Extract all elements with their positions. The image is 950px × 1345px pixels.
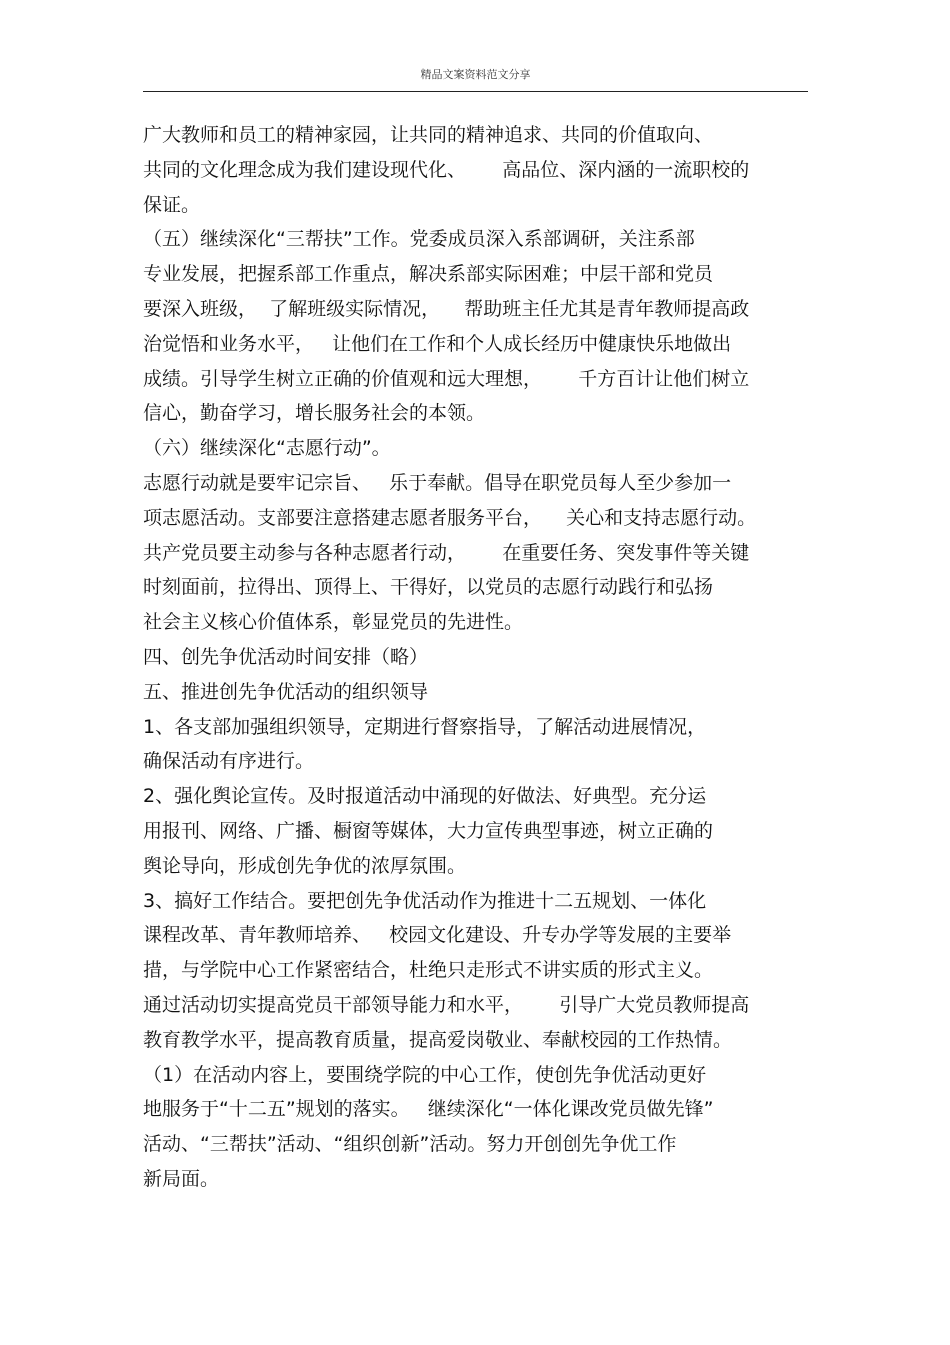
text-line: 要深入班级， 了解班级实际情况， 帮助班主任尤其是青年教师提高政 [143, 297, 750, 320]
text-line: 用报刊、网络、广播、橱窗等媒体，大力宣传典型事迹，树立正确的 [143, 819, 714, 842]
text-line: 确保活动有序进行。 [143, 750, 315, 773]
sub-item-1: （1）在活动内容上，要围绕学院的中心工作，使创先争优活动更好 [143, 1063, 707, 1086]
text-line: 课程改革、青年教师培养、 校园文化建设、升专办学等发展的主要举 [143, 924, 732, 947]
text-line: 志愿行动就是要牢记宗旨、 乐于奉献。倡导在职党员每人至少参加一 [143, 471, 732, 494]
section-heading-four: 四、创先争优活动时间安排（略） [143, 645, 429, 668]
text-line: 专业发展，把握系部工作重点，解决系部实际困难；中层干部和党员 [143, 263, 714, 286]
text-line: 舆论导向，形成创先争优的浓厚氛围。 [143, 854, 467, 877]
text-line: 社会主义核心价值体系，彰显党员的先进性。 [143, 611, 524, 634]
text-line: 治觉悟和业务水平， 让他们在工作和个人成长经历中健康快乐地做出 [143, 332, 732, 355]
text-line: 新局面。 [143, 1167, 220, 1190]
text-line: 保证。 [143, 193, 201, 216]
section-heading-five: 五、推进创先争优活动的组织领导 [143, 680, 429, 703]
text-line: 项志愿活动。支部要注意搭建志愿者服务平台， 关心和支持志愿行动。 [143, 506, 757, 529]
header-divider [143, 91, 808, 92]
text-line: 信心，勤奋学习，增长服务社会的本领。 [143, 402, 486, 425]
text-line: 成绩。引导学生树立正确的价值观和远大理想， 千方百计让他们树立 [143, 367, 750, 390]
text-line: 共产党员要主动参与各种志愿者行动， 在重要任务、突发事件等关键 [143, 541, 750, 564]
numbered-item-3: 3、搞好工作结合。要把创先争优活动作为推进十二五规划、一体化 [143, 889, 707, 912]
document-body [143, 118, 808, 1197]
text-line: 教育教学水平，提高教育质量，提高爱岗敬业、奉献校园的工作热情。 [143, 1028, 733, 1051]
numbered-item-1: 1、各支部加强组织领导，定期进行督察指导，了解活动进展情况， [143, 715, 707, 738]
numbered-item-2: 2、强化舆论宣传。及时报道活动中涌现的好做法、好典型。充分运 [143, 785, 707, 808]
text-line: 共同的文化理念成为我们建设现代化、 高品位、深内涵的一流职校的 [143, 158, 750, 181]
text-line: 措，与学院中心工作紧密结合，杜绝只走形式不讲实质的形式主义。 [143, 959, 714, 982]
page-header: 精品文案资料范文分享 [420, 68, 531, 81]
text-line: 通过活动切实提高党员干部领导能力和水平， 引导广大党员教师提高 [143, 993, 750, 1016]
text-line: 地服务于“十二五”规划的落实。 继续深化“一体化课改党员做先锋” [143, 1098, 714, 1121]
section-heading-6: （六）继续深化“志愿行动”。 [143, 437, 391, 460]
text-line: 活动、“三帮扶”活动、“组织创新”活动。努力开创创先争优工作 [143, 1133, 677, 1156]
text-line: 时刻面前，拉得出、顶得上、干得好，以党员的志愿行动践行和弘扬 [143, 576, 714, 599]
text-line: 广大教师和员工的精神家园，让共同的精神追求、共同的价值取向、 [143, 124, 714, 146]
section-heading-5: （五）继续深化“三帮扶”工作。党委成员深入系部调研，关注系部 [143, 228, 695, 251]
